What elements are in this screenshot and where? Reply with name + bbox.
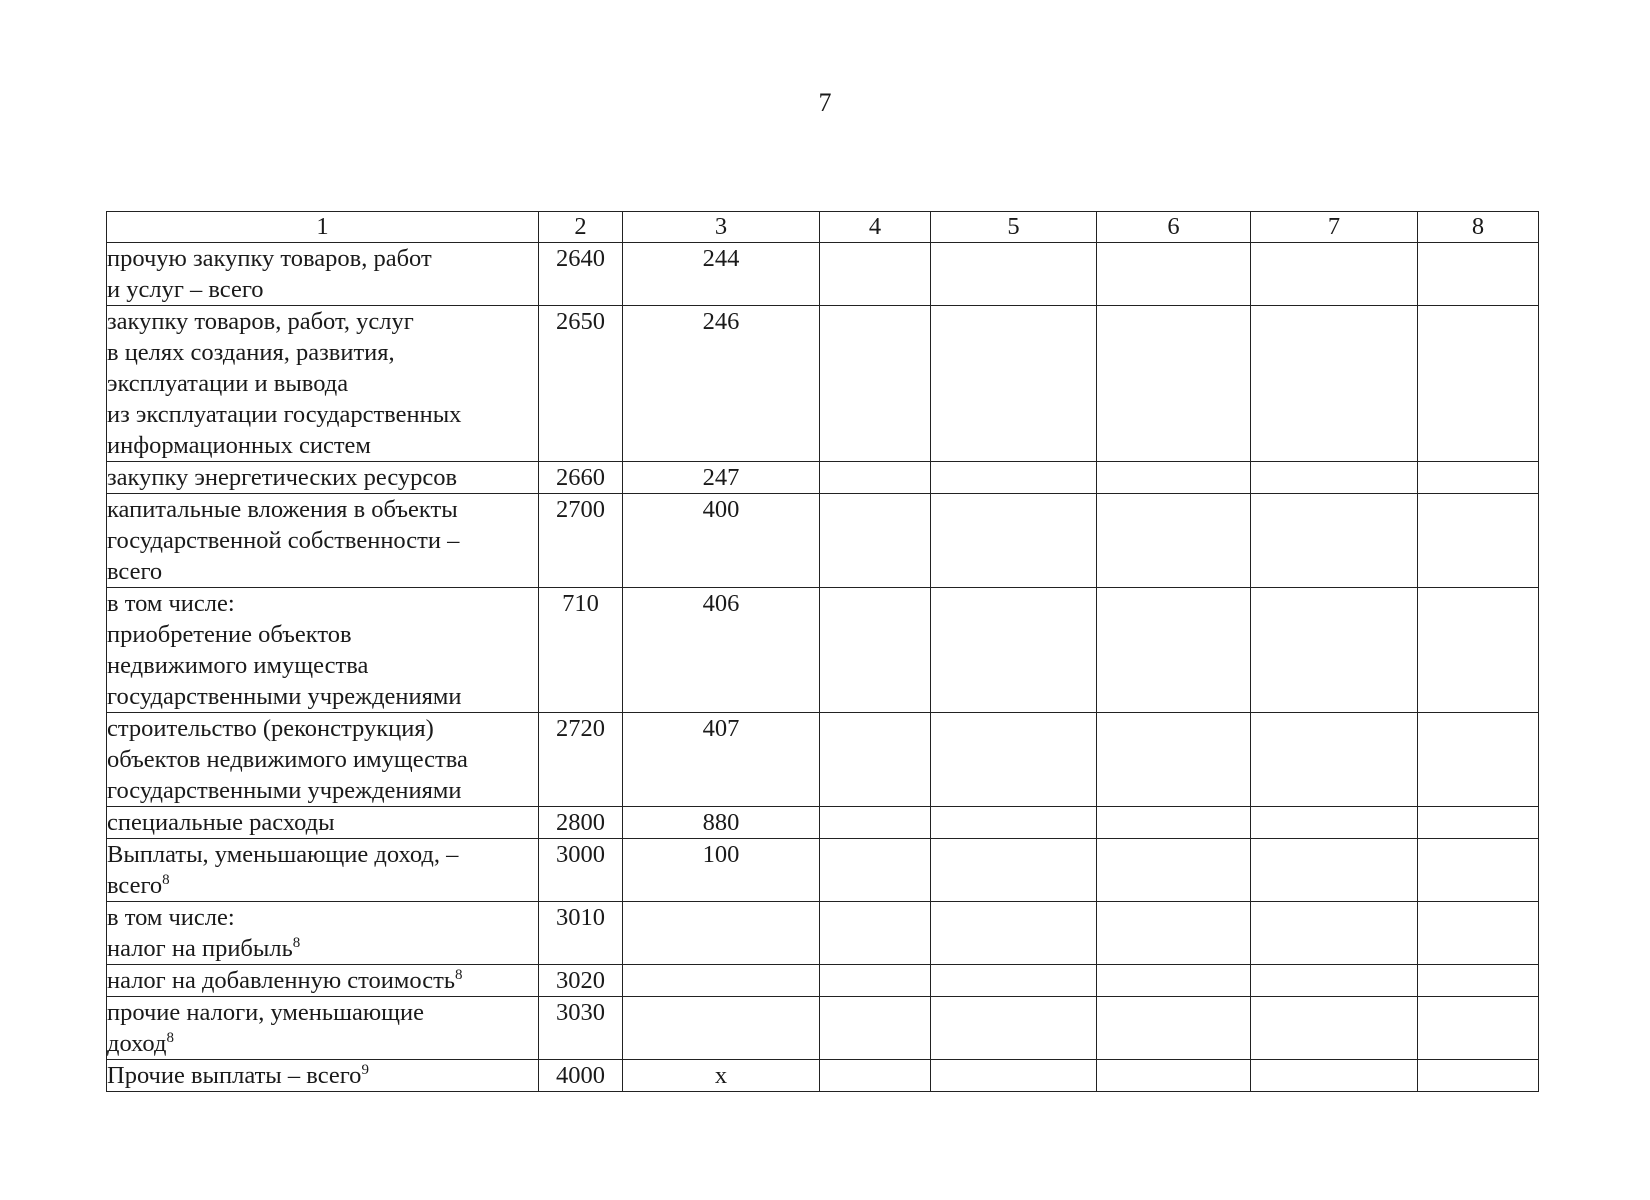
- row-name-cell: [107, 462, 539, 494]
- row-kbk-code: 100: [623, 839, 820, 902]
- row-code: 3020: [539, 965, 623, 997]
- table-row: [107, 243, 1539, 306]
- column-header-3: 3: [623, 212, 820, 243]
- empty-cell-col-6: [1097, 713, 1251, 807]
- empty-cell-col-8: [1418, 588, 1539, 713]
- empty-cell-col-7: [1251, 997, 1418, 1060]
- column-header-8: 8: [1418, 212, 1539, 243]
- empty-cell-col-6: [1097, 243, 1251, 306]
- row-name-cell: [107, 243, 539, 306]
- row-kbk-code: 407: [623, 713, 820, 807]
- row-name: капитальные вложения в объекты государственной собственности – всего: [107, 496, 460, 585]
- empty-cell-col-4: [820, 588, 931, 713]
- row-name: закупку товаров, работ, услуг в целях создания, развития, эксплуатации и вывода из эксплуатации государственных информационных систем: [107, 308, 462, 459]
- row-name-cell: [107, 713, 539, 807]
- row-code: 2660: [539, 462, 623, 494]
- empty-cell-col-6: [1097, 462, 1251, 494]
- row-name: специальные расходы: [107, 809, 335, 836]
- empty-cell-col-8: [1418, 243, 1539, 306]
- table-row: [107, 807, 1539, 839]
- empty-cell-col-5: [931, 494, 1097, 588]
- empty-cell-col-6: [1097, 494, 1251, 588]
- row-name-cell: [107, 902, 539, 965]
- empty-cell-col-7: [1251, 713, 1418, 807]
- empty-cell-col-7: [1251, 1060, 1418, 1092]
- row-code: 2700: [539, 494, 623, 588]
- empty-cell-col-5: [931, 306, 1097, 462]
- empty-cell-col-5: [931, 902, 1097, 965]
- empty-cell-col-4: [820, 243, 931, 306]
- empty-cell-col-8: [1418, 1060, 1539, 1092]
- row-code: 3010: [539, 902, 623, 965]
- empty-cell-col-5: [931, 462, 1097, 494]
- row-kbk-code: [623, 997, 820, 1060]
- row-name-cell: [107, 965, 539, 997]
- footnote-marker: 8: [455, 966, 463, 983]
- row-code: 2720: [539, 713, 623, 807]
- empty-cell-col-5: [931, 713, 1097, 807]
- row-name-cell: [107, 839, 539, 902]
- footnote-marker: 8: [292, 934, 301, 951]
- row-code: 4000: [539, 1060, 623, 1092]
- empty-cell-col-7: [1251, 902, 1418, 965]
- empty-cell-col-4: [820, 997, 931, 1060]
- empty-cell-col-7: [1251, 243, 1418, 306]
- table-row: [107, 306, 1539, 462]
- empty-cell-col-8: [1418, 902, 1539, 965]
- row-name: прочую закупку товаров, работ и услуг – всего: [107, 245, 432, 303]
- row-name: Прочие выплаты – всего: [107, 1062, 362, 1089]
- empty-cell-col-7: [1251, 839, 1418, 902]
- column-header-7: 7: [1251, 212, 1418, 243]
- row-kbk-code: [623, 902, 820, 965]
- empty-cell-col-8: [1418, 713, 1539, 807]
- row-kbk-code: [623, 965, 820, 997]
- financial-table: [106, 211, 1539, 1092]
- table-row: [107, 839, 1539, 902]
- footnote-marker: 8: [162, 871, 170, 888]
- row-code: 3030: [539, 997, 623, 1060]
- empty-cell-col-7: [1251, 306, 1418, 462]
- empty-cell-col-5: [931, 1060, 1097, 1092]
- page-number: 7: [818, 88, 832, 117]
- table-row: [107, 1060, 1539, 1092]
- row-name: прочие налоги, уменьшающие доход: [107, 999, 424, 1057]
- empty-cell-col-6: [1097, 965, 1251, 997]
- empty-cell-col-4: [820, 807, 931, 839]
- empty-cell-col-6: [1097, 997, 1251, 1060]
- empty-cell-col-4: [820, 494, 931, 588]
- row-name-cell: [107, 1060, 539, 1092]
- empty-cell-col-6: [1097, 902, 1251, 965]
- empty-cell-col-7: [1251, 807, 1418, 839]
- table-row: [107, 494, 1539, 588]
- row-name: закупку энергетических ресурсов: [107, 464, 458, 491]
- empty-cell-col-8: [1418, 997, 1539, 1060]
- header-row: [107, 212, 1539, 243]
- row-name: Выплаты, уменьшающие доход, – всего: [107, 841, 459, 899]
- empty-cell-col-6: [1097, 807, 1251, 839]
- table-row: [107, 997, 1539, 1060]
- row-kbk-code: 880: [623, 807, 820, 839]
- footnote-marker: 8: [166, 1029, 174, 1046]
- row-name-cell: [107, 494, 539, 588]
- row-name-cell: [107, 997, 539, 1060]
- empty-cell-col-6: [1097, 839, 1251, 902]
- row-name: в том числе: налог на прибыль: [107, 904, 293, 962]
- table-row: [107, 713, 1539, 807]
- row-kbk-code: 247: [623, 462, 820, 494]
- empty-cell-col-4: [820, 965, 931, 997]
- row-code: 2800: [539, 807, 623, 839]
- empty-cell-col-5: [931, 997, 1097, 1060]
- table-row: [107, 965, 1539, 997]
- row-kbk-code: x: [623, 1060, 820, 1092]
- empty-cell-col-4: [820, 462, 931, 494]
- row-name-cell: [107, 807, 539, 839]
- column-header-6: 6: [1097, 212, 1251, 243]
- empty-cell-col-5: [931, 807, 1097, 839]
- empty-cell-col-7: [1251, 965, 1418, 997]
- empty-cell-col-5: [931, 243, 1097, 306]
- column-header-5: 5: [931, 212, 1097, 243]
- footnote-marker: 9: [361, 1061, 369, 1078]
- table-row: [107, 902, 1539, 965]
- row-name: строительство (реконструкция) объектов недвижимого имущества государственными учреждениями: [107, 715, 468, 804]
- row-code: 2650: [539, 306, 623, 462]
- empty-cell-col-6: [1097, 1060, 1251, 1092]
- empty-cell-col-8: [1418, 306, 1539, 462]
- row-name: налог на добавленную стоимость: [107, 967, 456, 994]
- table-row: [107, 462, 1539, 494]
- empty-cell-col-5: [931, 965, 1097, 997]
- column-header-4: 4: [820, 212, 931, 243]
- table-row: [107, 588, 1539, 713]
- row-code: 2640: [539, 243, 623, 306]
- empty-cell-col-7: [1251, 462, 1418, 494]
- row-kbk-code: 244: [623, 243, 820, 306]
- empty-cell-col-5: [931, 839, 1097, 902]
- empty-cell-col-5: [931, 588, 1097, 713]
- empty-cell-col-4: [820, 713, 931, 807]
- row-kbk-code: 400: [623, 494, 820, 588]
- empty-cell-col-4: [820, 839, 931, 902]
- empty-cell-col-6: [1097, 306, 1251, 462]
- row-name-cell: [107, 588, 539, 713]
- empty-cell-col-4: [820, 1060, 931, 1092]
- empty-cell-col-8: [1418, 807, 1539, 839]
- row-kbk-code: 246: [623, 306, 820, 462]
- row-code: 710: [539, 588, 623, 713]
- column-header-2: 2: [539, 212, 623, 243]
- column-header-1: 1: [107, 212, 539, 243]
- empty-cell-col-7: [1251, 494, 1418, 588]
- empty-cell-col-8: [1418, 965, 1539, 997]
- empty-cell-col-7: [1251, 588, 1418, 713]
- empty-cell-col-8: [1418, 494, 1539, 588]
- row-name: в том числе: приобретение объектов недвижимого имущества государственными учреждениями: [107, 590, 462, 710]
- row-kbk-code: 406: [623, 588, 820, 713]
- empty-cell-col-8: [1418, 839, 1539, 902]
- empty-cell-col-8: [1418, 462, 1539, 494]
- empty-cell-col-4: [820, 306, 931, 462]
- row-code: 3000: [539, 839, 623, 902]
- empty-cell-col-4: [820, 902, 931, 965]
- row-name-cell: [107, 306, 539, 462]
- empty-cell-col-6: [1097, 588, 1251, 713]
